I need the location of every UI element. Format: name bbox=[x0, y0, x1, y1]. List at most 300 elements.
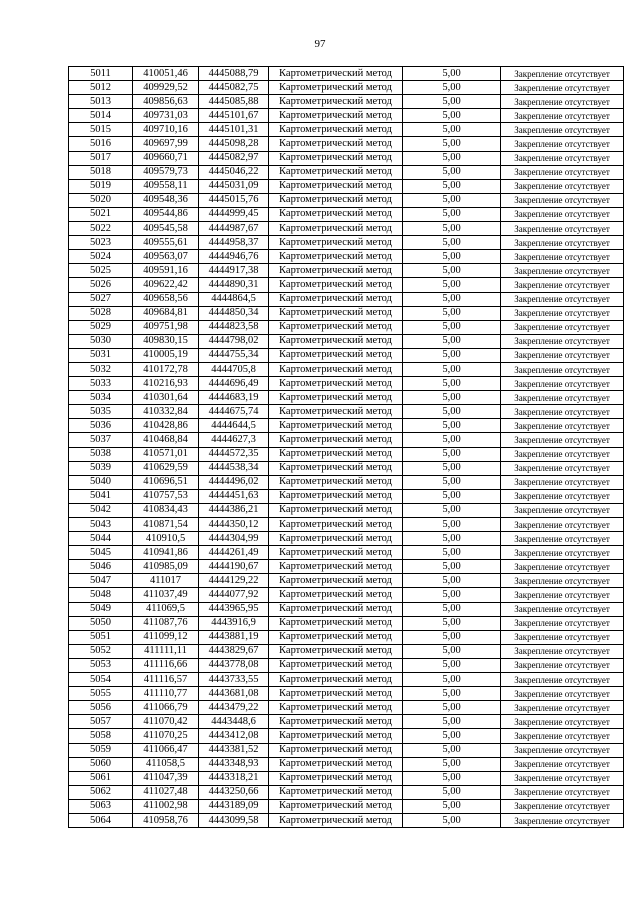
method-cell: Картометрический метод bbox=[269, 207, 403, 221]
point-number-cell: 5042 bbox=[69, 503, 133, 517]
method-cell: Картометрический метод bbox=[269, 419, 403, 433]
accuracy-cell: 5,00 bbox=[403, 236, 501, 250]
method-cell: Картометрический метод bbox=[269, 123, 403, 137]
x-coordinate-cell: 411058,5 bbox=[133, 757, 199, 771]
y-coordinate-cell: 4444755,34 bbox=[199, 348, 269, 362]
y-coordinate-cell: 4444386,21 bbox=[199, 503, 269, 517]
method-cell: Картометрический метод bbox=[269, 461, 403, 475]
table-row bbox=[69, 715, 624, 729]
point-number-cell: 5045 bbox=[69, 546, 133, 560]
y-coordinate-cell: 4444077,92 bbox=[199, 588, 269, 602]
method-cell: Картометрический метод bbox=[269, 391, 403, 405]
x-coordinate-cell: 409563,07 bbox=[133, 250, 199, 264]
method-cell: Картометрический метод bbox=[269, 278, 403, 292]
x-coordinate-cell: 409751,98 bbox=[133, 320, 199, 334]
point-number-cell: 5014 bbox=[69, 109, 133, 123]
note-cell: Закрепление отсутствует bbox=[501, 222, 624, 236]
point-number-cell: 5018 bbox=[69, 165, 133, 179]
y-coordinate-cell: 4444496,02 bbox=[199, 475, 269, 489]
table-row bbox=[69, 658, 624, 672]
note-cell: Закрепление отсутствует bbox=[501, 503, 624, 517]
table-row bbox=[69, 560, 624, 574]
y-coordinate-cell: 4443733,55 bbox=[199, 673, 269, 687]
accuracy-cell: 5,00 bbox=[403, 348, 501, 362]
table-row bbox=[69, 377, 624, 391]
note-cell: Закрепление отсутствует bbox=[501, 377, 624, 391]
table-row bbox=[69, 503, 624, 517]
accuracy-cell: 5,00 bbox=[403, 264, 501, 278]
y-coordinate-cell: 4443381,52 bbox=[199, 743, 269, 757]
method-cell: Картометрический метод bbox=[269, 630, 403, 644]
method-cell: Картометрический метод bbox=[269, 813, 403, 827]
point-number-cell: 5011 bbox=[69, 67, 133, 81]
note-cell: Закрепление отсутствует bbox=[501, 447, 624, 461]
y-coordinate-cell: 4443681,08 bbox=[199, 687, 269, 701]
method-cell: Картометрический метод bbox=[269, 67, 403, 81]
point-number-cell: 5020 bbox=[69, 193, 133, 207]
table-row bbox=[69, 81, 624, 95]
point-number-cell: 5032 bbox=[69, 362, 133, 376]
point-number-cell: 5043 bbox=[69, 518, 133, 532]
table-row bbox=[69, 250, 624, 264]
y-coordinate-cell: 4444572,35 bbox=[199, 447, 269, 461]
table-row bbox=[69, 264, 624, 278]
point-number-cell: 5012 bbox=[69, 81, 133, 95]
accuracy-cell: 5,00 bbox=[403, 673, 501, 687]
method-cell: Картометрический метод bbox=[269, 729, 403, 743]
x-coordinate-cell: 411111,11 bbox=[133, 644, 199, 658]
note-cell: Закрепление отсутствует bbox=[501, 602, 624, 616]
method-cell: Картометрический метод bbox=[269, 489, 403, 503]
x-coordinate-cell: 411027,48 bbox=[133, 785, 199, 799]
accuracy-cell: 5,00 bbox=[403, 475, 501, 489]
x-coordinate-cell: 409660,71 bbox=[133, 151, 199, 165]
point-number-cell: 5054 bbox=[69, 673, 133, 687]
note-cell: Закрепление отсутствует bbox=[501, 236, 624, 250]
note-cell: Закрепление отсутствует bbox=[501, 785, 624, 799]
point-number-cell: 5030 bbox=[69, 334, 133, 348]
note-cell: Закрепление отсутствует bbox=[501, 461, 624, 475]
method-cell: Картометрический метод bbox=[269, 715, 403, 729]
x-coordinate-cell: 411116,57 bbox=[133, 673, 199, 687]
y-coordinate-cell: 4444850,34 bbox=[199, 306, 269, 320]
accuracy-cell: 5,00 bbox=[403, 320, 501, 334]
accuracy-cell: 5,00 bbox=[403, 109, 501, 123]
table-row bbox=[69, 602, 624, 616]
method-cell: Картометрический метод bbox=[269, 799, 403, 813]
table-row bbox=[69, 701, 624, 715]
accuracy-cell: 5,00 bbox=[403, 658, 501, 672]
x-coordinate-cell: 410941,86 bbox=[133, 546, 199, 560]
x-coordinate-cell: 410985,09 bbox=[133, 560, 199, 574]
y-coordinate-cell: 4445015,76 bbox=[199, 193, 269, 207]
table-row bbox=[69, 433, 624, 447]
method-cell: Картометрический метод bbox=[269, 109, 403, 123]
accuracy-cell: 5,00 bbox=[403, 222, 501, 236]
table-row bbox=[69, 151, 624, 165]
y-coordinate-cell: 4443318,21 bbox=[199, 771, 269, 785]
accuracy-cell: 5,00 bbox=[403, 137, 501, 151]
accuracy-cell: 5,00 bbox=[403, 602, 501, 616]
y-coordinate-cell: 4444999,45 bbox=[199, 207, 269, 221]
note-cell: Закрепление отсутствует bbox=[501, 532, 624, 546]
note-cell: Закрепление отсутствует bbox=[501, 292, 624, 306]
y-coordinate-cell: 4444823,58 bbox=[199, 320, 269, 334]
method-cell: Картометрический метод bbox=[269, 236, 403, 250]
table-row bbox=[69, 123, 624, 137]
table-row bbox=[69, 222, 624, 236]
note-cell: Закрепление отсутствует bbox=[501, 320, 624, 334]
y-coordinate-cell: 4445082,97 bbox=[199, 151, 269, 165]
accuracy-cell: 5,00 bbox=[403, 715, 501, 729]
y-coordinate-cell: 4444451,63 bbox=[199, 489, 269, 503]
y-coordinate-cell: 4443099,58 bbox=[199, 813, 269, 827]
note-cell: Закрепление отсутствует bbox=[501, 81, 624, 95]
accuracy-cell: 5,00 bbox=[403, 193, 501, 207]
accuracy-cell: 5,00 bbox=[403, 306, 501, 320]
note-cell: Закрепление отсутствует bbox=[501, 489, 624, 503]
y-coordinate-cell: 4444350,12 bbox=[199, 518, 269, 532]
x-coordinate-cell: 411017 bbox=[133, 574, 199, 588]
x-coordinate-cell: 411099,12 bbox=[133, 630, 199, 644]
y-coordinate-cell: 4445085,88 bbox=[199, 95, 269, 109]
table-row bbox=[69, 320, 624, 334]
point-number-cell: 5033 bbox=[69, 377, 133, 391]
method-cell: Картометрический метод bbox=[269, 757, 403, 771]
point-number-cell: 5047 bbox=[69, 574, 133, 588]
accuracy-cell: 5,00 bbox=[403, 377, 501, 391]
y-coordinate-cell: 4445101,67 bbox=[199, 109, 269, 123]
method-cell: Картометрический метод bbox=[269, 503, 403, 517]
y-coordinate-cell: 4443916,9 bbox=[199, 616, 269, 630]
y-coordinate-cell: 4445031,09 bbox=[199, 179, 269, 193]
table-row bbox=[69, 109, 624, 123]
x-coordinate-cell: 410871,54 bbox=[133, 518, 199, 532]
note-cell: Закрепление отсутствует bbox=[501, 644, 624, 658]
accuracy-cell: 5,00 bbox=[403, 461, 501, 475]
note-cell: Закрепление отсутствует bbox=[501, 701, 624, 715]
accuracy-cell: 5,00 bbox=[403, 489, 501, 503]
method-cell: Картометрический метод bbox=[269, 701, 403, 715]
accuracy-cell: 5,00 bbox=[403, 616, 501, 630]
accuracy-cell: 5,00 bbox=[403, 405, 501, 419]
y-coordinate-cell: 4444798,02 bbox=[199, 334, 269, 348]
method-cell: Картометрический метод bbox=[269, 602, 403, 616]
table-row bbox=[69, 546, 624, 560]
page-number: 97 bbox=[314, 38, 326, 50]
method-cell: Картометрический метод bbox=[269, 179, 403, 193]
accuracy-cell: 5,00 bbox=[403, 123, 501, 137]
accuracy-cell: 5,00 bbox=[403, 67, 501, 81]
point-number-cell: 5026 bbox=[69, 278, 133, 292]
table-row bbox=[69, 207, 624, 221]
x-coordinate-cell: 409545,58 bbox=[133, 222, 199, 236]
coordinates-table bbox=[68, 66, 624, 828]
table-row bbox=[69, 179, 624, 193]
table-row bbox=[69, 348, 624, 362]
method-cell: Картометрический метод bbox=[269, 546, 403, 560]
method-cell: Картометрический метод bbox=[269, 362, 403, 376]
table-row bbox=[69, 687, 624, 701]
x-coordinate-cell: 410051,46 bbox=[133, 67, 199, 81]
x-coordinate-cell: 411066,79 bbox=[133, 701, 199, 715]
table-row bbox=[69, 391, 624, 405]
x-coordinate-cell: 409830,15 bbox=[133, 334, 199, 348]
accuracy-cell: 5,00 bbox=[403, 785, 501, 799]
accuracy-cell: 5,00 bbox=[403, 743, 501, 757]
point-number-cell: 5034 bbox=[69, 391, 133, 405]
note-cell: Закрепление отсутствует bbox=[501, 687, 624, 701]
note-cell: Закрепление отсутствует bbox=[501, 588, 624, 602]
y-coordinate-cell: 4443829,67 bbox=[199, 644, 269, 658]
accuracy-cell: 5,00 bbox=[403, 560, 501, 574]
x-coordinate-cell: 410468,84 bbox=[133, 433, 199, 447]
table-row bbox=[69, 630, 624, 644]
x-coordinate-cell: 411110,77 bbox=[133, 687, 199, 701]
note-cell: Закрепление отсутствует bbox=[501, 278, 624, 292]
point-number-cell: 5028 bbox=[69, 306, 133, 320]
point-number-cell: 5017 bbox=[69, 151, 133, 165]
x-coordinate-cell: 409731,03 bbox=[133, 109, 199, 123]
accuracy-cell: 5,00 bbox=[403, 813, 501, 827]
note-cell: Закрепление отсутствует bbox=[501, 334, 624, 348]
accuracy-cell: 5,00 bbox=[403, 757, 501, 771]
accuracy-cell: 5,00 bbox=[403, 207, 501, 221]
y-coordinate-cell: 4444958,37 bbox=[199, 236, 269, 250]
x-coordinate-cell: 409622,42 bbox=[133, 278, 199, 292]
method-cell: Картометрический метод bbox=[269, 785, 403, 799]
method-cell: Картометрический метод bbox=[269, 574, 403, 588]
accuracy-cell: 5,00 bbox=[403, 503, 501, 517]
point-number-cell: 5051 bbox=[69, 630, 133, 644]
accuracy-cell: 5,00 bbox=[403, 630, 501, 644]
accuracy-cell: 5,00 bbox=[403, 687, 501, 701]
method-cell: Картометрический метод bbox=[269, 743, 403, 757]
table-row bbox=[69, 644, 624, 658]
note-cell: Закрепление отсутствует bbox=[501, 729, 624, 743]
point-number-cell: 5049 bbox=[69, 602, 133, 616]
x-coordinate-cell: 409591,16 bbox=[133, 264, 199, 278]
note-cell: Закрепление отсутствует bbox=[501, 306, 624, 320]
note-cell: Закрепление отсутствует bbox=[501, 250, 624, 264]
accuracy-cell: 5,00 bbox=[403, 447, 501, 461]
point-number-cell: 5016 bbox=[69, 137, 133, 151]
accuracy-cell: 5,00 bbox=[403, 644, 501, 658]
method-cell: Картометрический метод bbox=[269, 292, 403, 306]
y-coordinate-cell: 4444864,5 bbox=[199, 292, 269, 306]
table-row bbox=[69, 362, 624, 376]
y-coordinate-cell: 4444696,49 bbox=[199, 377, 269, 391]
point-number-cell: 5048 bbox=[69, 588, 133, 602]
y-coordinate-cell: 4444675,74 bbox=[199, 405, 269, 419]
accuracy-cell: 5,00 bbox=[403, 518, 501, 532]
method-cell: Картометрический метод bbox=[269, 264, 403, 278]
method-cell: Картометрический метод bbox=[269, 658, 403, 672]
note-cell: Закрепление отсутствует bbox=[501, 137, 624, 151]
note-cell: Закрепление отсутствует bbox=[501, 348, 624, 362]
accuracy-cell: 5,00 bbox=[403, 574, 501, 588]
method-cell: Картометрический метод bbox=[269, 687, 403, 701]
table-row bbox=[69, 489, 624, 503]
note-cell: Закрепление отсутствует bbox=[501, 433, 624, 447]
note-cell: Закрепление отсутствует bbox=[501, 743, 624, 757]
note-cell: Закрепление отсутствует bbox=[501, 362, 624, 376]
method-cell: Картометрический метод bbox=[269, 560, 403, 574]
x-coordinate-cell: 410571,01 bbox=[133, 447, 199, 461]
x-coordinate-cell: 411066,47 bbox=[133, 743, 199, 757]
table-row bbox=[69, 419, 624, 433]
accuracy-cell: 5,00 bbox=[403, 151, 501, 165]
table-row bbox=[69, 616, 624, 630]
note-cell: Закрепление отсутствует bbox=[501, 757, 624, 771]
table-row bbox=[69, 278, 624, 292]
y-coordinate-cell: 4444683,19 bbox=[199, 391, 269, 405]
note-cell: Закрепление отсутствует bbox=[501, 518, 624, 532]
point-number-cell: 5015 bbox=[69, 123, 133, 137]
point-number-cell: 5023 bbox=[69, 236, 133, 250]
y-coordinate-cell: 4444987,67 bbox=[199, 222, 269, 236]
table-row bbox=[69, 95, 624, 109]
point-number-cell: 5053 bbox=[69, 658, 133, 672]
y-coordinate-cell: 4443412,08 bbox=[199, 729, 269, 743]
table-row bbox=[69, 799, 624, 813]
x-coordinate-cell: 410216,93 bbox=[133, 377, 199, 391]
accuracy-cell: 5,00 bbox=[403, 546, 501, 560]
y-coordinate-cell: 4445098,28 bbox=[199, 137, 269, 151]
y-coordinate-cell: 4444946,76 bbox=[199, 250, 269, 264]
point-number-cell: 5041 bbox=[69, 489, 133, 503]
x-coordinate-cell: 411087,76 bbox=[133, 616, 199, 630]
method-cell: Картометрический метод bbox=[269, 348, 403, 362]
x-coordinate-cell: 411002,98 bbox=[133, 799, 199, 813]
method-cell: Картометрический метод bbox=[269, 616, 403, 630]
accuracy-cell: 5,00 bbox=[403, 799, 501, 813]
x-coordinate-cell: 411047,39 bbox=[133, 771, 199, 785]
method-cell: Картометрический метод bbox=[269, 306, 403, 320]
note-cell: Закрепление отсутствует bbox=[501, 658, 624, 672]
point-number-cell: 5050 bbox=[69, 616, 133, 630]
table-row bbox=[69, 813, 624, 827]
point-number-cell: 5013 bbox=[69, 95, 133, 109]
y-coordinate-cell: 4443448,6 bbox=[199, 715, 269, 729]
point-number-cell: 5057 bbox=[69, 715, 133, 729]
y-coordinate-cell: 4443965,95 bbox=[199, 602, 269, 616]
x-coordinate-cell: 411116,66 bbox=[133, 658, 199, 672]
note-cell: Закрепление отсутствует bbox=[501, 813, 624, 827]
y-coordinate-cell: 4444304,99 bbox=[199, 532, 269, 546]
y-coordinate-cell: 4444261,49 bbox=[199, 546, 269, 560]
method-cell: Картометрический метод bbox=[269, 433, 403, 447]
method-cell: Картометрический метод bbox=[269, 320, 403, 334]
method-cell: Картометрический метод bbox=[269, 222, 403, 236]
y-coordinate-cell: 4444644,5 bbox=[199, 419, 269, 433]
table-row bbox=[69, 785, 624, 799]
method-cell: Картометрический метод bbox=[269, 151, 403, 165]
y-coordinate-cell: 4443250,66 bbox=[199, 785, 269, 799]
table-row bbox=[69, 771, 624, 785]
accuracy-cell: 5,00 bbox=[403, 292, 501, 306]
method-cell: Картометрический метод bbox=[269, 81, 403, 95]
x-coordinate-cell: 409579,73 bbox=[133, 165, 199, 179]
point-number-cell: 5063 bbox=[69, 799, 133, 813]
note-cell: Закрепление отсутствует bbox=[501, 151, 624, 165]
note-cell: Закрепление отсутствует bbox=[501, 207, 624, 221]
accuracy-cell: 5,00 bbox=[403, 362, 501, 376]
accuracy-cell: 5,00 bbox=[403, 771, 501, 785]
note-cell: Закрепление отсутствует bbox=[501, 67, 624, 81]
x-coordinate-cell: 410629,59 bbox=[133, 461, 199, 475]
table-row bbox=[69, 334, 624, 348]
point-number-cell: 5062 bbox=[69, 785, 133, 799]
y-coordinate-cell: 4444705,8 bbox=[199, 362, 269, 376]
y-coordinate-cell: 4443778,08 bbox=[199, 658, 269, 672]
method-cell: Картометрический метод bbox=[269, 771, 403, 785]
x-coordinate-cell: 409548,36 bbox=[133, 193, 199, 207]
point-number-cell: 5027 bbox=[69, 292, 133, 306]
x-coordinate-cell: 409558,11 bbox=[133, 179, 199, 193]
y-coordinate-cell: 4444627,3 bbox=[199, 433, 269, 447]
note-cell: Закрепление отсутствует bbox=[501, 405, 624, 419]
y-coordinate-cell: 4445088,79 bbox=[199, 67, 269, 81]
note-cell: Закрепление отсутствует bbox=[501, 193, 624, 207]
point-number-cell: 5052 bbox=[69, 644, 133, 658]
method-cell: Картометрический метод bbox=[269, 588, 403, 602]
y-coordinate-cell: 4444917,38 bbox=[199, 264, 269, 278]
method-cell: Картометрический метод bbox=[269, 334, 403, 348]
method-cell: Картометрический метод bbox=[269, 447, 403, 461]
point-number-cell: 5037 bbox=[69, 433, 133, 447]
table-body bbox=[69, 67, 624, 828]
x-coordinate-cell: 410757,53 bbox=[133, 489, 199, 503]
method-cell: Картометрический метод bbox=[269, 137, 403, 151]
note-cell: Закрепление отсутствует bbox=[501, 771, 624, 785]
point-number-cell: 5040 bbox=[69, 475, 133, 489]
x-coordinate-cell: 409544,86 bbox=[133, 207, 199, 221]
note-cell: Закрепление отсутствует bbox=[501, 630, 624, 644]
y-coordinate-cell: 4443189,09 bbox=[199, 799, 269, 813]
note-cell: Закрепление отсутствует bbox=[501, 546, 624, 560]
note-cell: Закрепление отсутствует bbox=[501, 673, 624, 687]
accuracy-cell: 5,00 bbox=[403, 165, 501, 179]
method-cell: Картометрический метод bbox=[269, 165, 403, 179]
accuracy-cell: 5,00 bbox=[403, 278, 501, 292]
note-cell: Закрепление отсутствует bbox=[501, 574, 624, 588]
point-number-cell: 5029 bbox=[69, 320, 133, 334]
table-row bbox=[69, 165, 624, 179]
y-coordinate-cell: 4445082,75 bbox=[199, 81, 269, 95]
y-coordinate-cell: 4443479,22 bbox=[199, 701, 269, 715]
accuracy-cell: 5,00 bbox=[403, 701, 501, 715]
point-number-cell: 5056 bbox=[69, 701, 133, 715]
method-cell: Картометрический метод bbox=[269, 95, 403, 109]
point-number-cell: 5059 bbox=[69, 743, 133, 757]
point-number-cell: 5060 bbox=[69, 757, 133, 771]
table-row bbox=[69, 236, 624, 250]
note-cell: Закрепление отсутствует bbox=[501, 264, 624, 278]
table-row bbox=[69, 461, 624, 475]
x-coordinate-cell: 410958,76 bbox=[133, 813, 199, 827]
accuracy-cell: 5,00 bbox=[403, 334, 501, 348]
y-coordinate-cell: 4443881,19 bbox=[199, 630, 269, 644]
y-coordinate-cell: 4445046,22 bbox=[199, 165, 269, 179]
table-row bbox=[69, 588, 624, 602]
method-cell: Картометрический метод bbox=[269, 644, 403, 658]
method-cell: Картометрический метод bbox=[269, 405, 403, 419]
table-row bbox=[69, 729, 624, 743]
x-coordinate-cell: 409697,99 bbox=[133, 137, 199, 151]
x-coordinate-cell: 409555,61 bbox=[133, 236, 199, 250]
accuracy-cell: 5,00 bbox=[403, 588, 501, 602]
